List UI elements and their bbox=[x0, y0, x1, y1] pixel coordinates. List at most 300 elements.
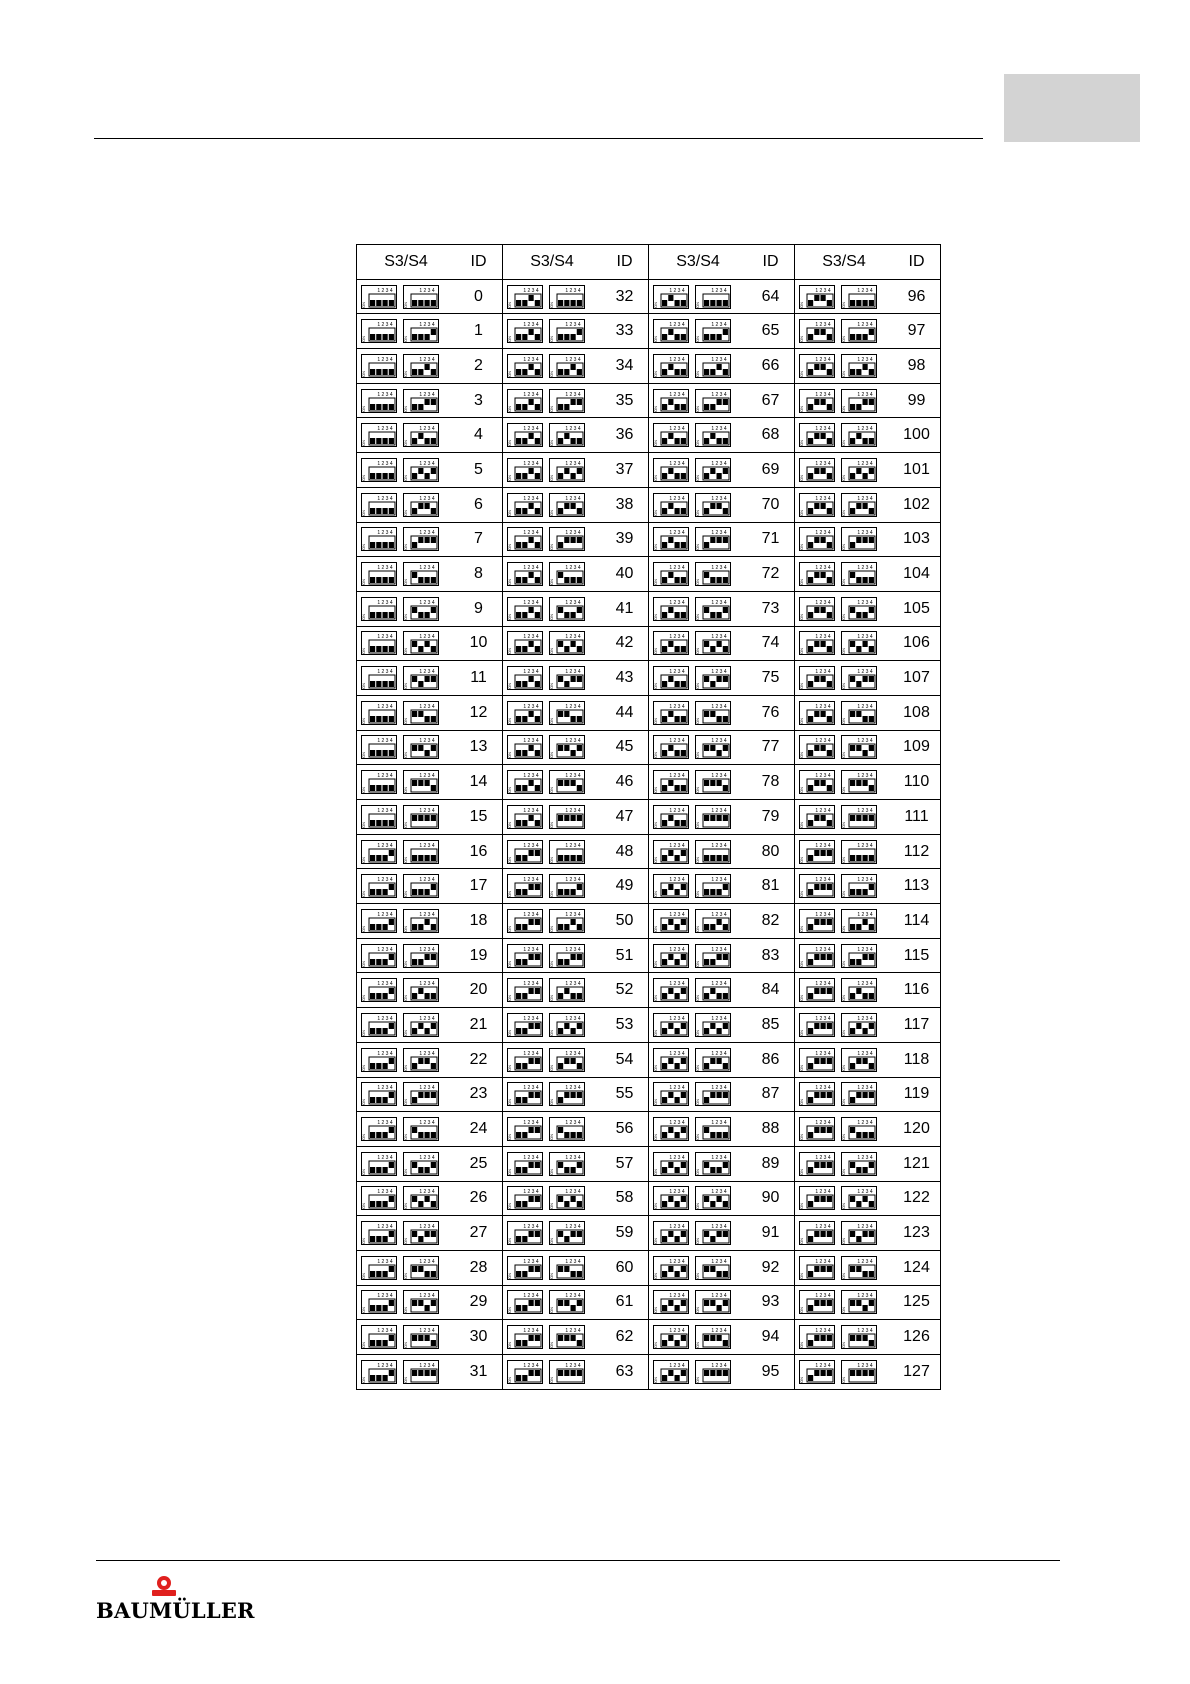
svg-text:1 2 3 4: 1 2 3 4 bbox=[815, 1120, 831, 1127]
svg-text:1 2 3 4: 1 2 3 4 bbox=[857, 1258, 873, 1265]
table-row bbox=[357, 487, 941, 522]
svg-text:ON: ON bbox=[841, 925, 846, 932]
svg-text:1 2 3 4: 1 2 3 4 bbox=[565, 911, 581, 918]
dip-switch-cell bbox=[357, 834, 456, 869]
svg-text:1 2 3 4: 1 2 3 4 bbox=[419, 738, 435, 745]
svg-text:ON: ON bbox=[799, 1272, 804, 1279]
svg-text:1 2 3 4: 1 2 3 4 bbox=[377, 1328, 393, 1335]
dip-switch-s4-icon bbox=[841, 1325, 877, 1349]
svg-text:1 2 3 4: 1 2 3 4 bbox=[565, 1015, 581, 1022]
svg-text:1 2 3 4: 1 2 3 4 bbox=[565, 669, 581, 676]
svg-text:ON: ON bbox=[841, 1029, 846, 1036]
dip-switch-cell bbox=[649, 591, 748, 626]
dip-switch-s3-icon bbox=[507, 666, 543, 690]
svg-text:ON: ON bbox=[695, 336, 700, 343]
dip-switch-s4-icon bbox=[403, 1013, 439, 1037]
svg-text:1 2 3 4: 1 2 3 4 bbox=[419, 1328, 435, 1335]
dip-switch-s4-icon bbox=[549, 319, 585, 343]
svg-text:ON: ON bbox=[695, 1203, 700, 1210]
svg-text:1 2 3 4: 1 2 3 4 bbox=[857, 634, 873, 641]
dip-switch-cell bbox=[357, 661, 456, 696]
dip-switch-s3-icon bbox=[799, 1256, 835, 1280]
id-value: 50 bbox=[601, 904, 649, 939]
table-row bbox=[357, 591, 941, 626]
svg-text:1 2 3 4: 1 2 3 4 bbox=[523, 1189, 539, 1196]
id-value: 43 bbox=[601, 661, 649, 696]
dip-switch-s4-icon bbox=[695, 597, 731, 621]
svg-text:1 2 3 4: 1 2 3 4 bbox=[565, 287, 581, 294]
dip-switch-s4-icon bbox=[841, 944, 877, 968]
dip-switch-s3-icon bbox=[507, 1360, 543, 1384]
svg-text:ON: ON bbox=[361, 613, 366, 620]
id-value: 105 bbox=[893, 591, 941, 626]
svg-text:ON: ON bbox=[799, 752, 804, 759]
svg-text:1 2 3 4: 1 2 3 4 bbox=[669, 911, 685, 918]
svg-text:ON: ON bbox=[653, 1376, 658, 1383]
dip-switch-cell bbox=[357, 1320, 456, 1355]
dip-switch-cell bbox=[795, 1181, 894, 1216]
dip-switch-s4-icon bbox=[549, 1186, 585, 1210]
id-value: 99 bbox=[893, 383, 941, 418]
svg-text:ON: ON bbox=[799, 613, 804, 620]
svg-text:ON: ON bbox=[361, 960, 366, 967]
id-value: 2 bbox=[455, 349, 503, 384]
svg-text:ON: ON bbox=[507, 544, 512, 551]
svg-text:1 2 3 4: 1 2 3 4 bbox=[523, 287, 539, 294]
dip-switch-s3-icon bbox=[507, 909, 543, 933]
svg-text:ON: ON bbox=[841, 1272, 846, 1279]
svg-text:ON: ON bbox=[549, 579, 554, 586]
svg-text:ON: ON bbox=[695, 370, 700, 377]
dip-switch-s3-icon bbox=[653, 770, 689, 794]
dip-switch-s4-icon bbox=[695, 527, 731, 551]
svg-text:1 2 3 4: 1 2 3 4 bbox=[857, 599, 873, 606]
svg-text:ON: ON bbox=[361, 509, 366, 516]
id-value: 19 bbox=[455, 938, 503, 973]
dip-switch-s3-icon bbox=[507, 1048, 543, 1072]
dip-switch-s4-icon bbox=[695, 1186, 731, 1210]
id-value: 31 bbox=[455, 1355, 503, 1390]
svg-text:ON: ON bbox=[799, 1168, 804, 1175]
svg-text:ON: ON bbox=[841, 336, 846, 343]
id-value: 127 bbox=[893, 1355, 941, 1390]
table-row bbox=[357, 557, 941, 592]
dip-switch-s3-icon bbox=[507, 944, 543, 968]
dip-switch-cell bbox=[649, 418, 748, 453]
dip-switch-s4-icon bbox=[841, 1117, 877, 1141]
svg-text:ON: ON bbox=[841, 405, 846, 412]
svg-text:1 2 3 4: 1 2 3 4 bbox=[419, 911, 435, 918]
svg-text:ON: ON bbox=[361, 683, 366, 690]
dip-switch-s3-icon bbox=[361, 1325, 397, 1349]
svg-text:ON: ON bbox=[799, 856, 804, 863]
dip-switch-cell bbox=[503, 383, 602, 418]
svg-text:ON: ON bbox=[361, 925, 366, 932]
svg-text:1 2 3 4: 1 2 3 4 bbox=[711, 877, 727, 884]
id-value: 21 bbox=[455, 1008, 503, 1043]
dip-switch-s4-icon bbox=[695, 493, 731, 517]
dip-switch-cell bbox=[357, 383, 456, 418]
dip-switch-s4-icon bbox=[841, 840, 877, 864]
id-value: 18 bbox=[455, 904, 503, 939]
svg-text:1 2 3 4: 1 2 3 4 bbox=[711, 634, 727, 641]
dip-switch-s4-icon bbox=[841, 701, 877, 725]
svg-text:ON: ON bbox=[799, 1064, 804, 1071]
svg-text:1 2 3 4: 1 2 3 4 bbox=[565, 322, 581, 329]
svg-text:1 2 3 4: 1 2 3 4 bbox=[711, 1120, 727, 1127]
svg-text:ON: ON bbox=[799, 683, 804, 690]
svg-text:ON: ON bbox=[549, 995, 554, 1002]
id-value: 1 bbox=[455, 314, 503, 349]
svg-text:1 2 3 4: 1 2 3 4 bbox=[815, 634, 831, 641]
svg-text:ON: ON bbox=[653, 717, 658, 724]
dip-switch-cell bbox=[795, 1146, 894, 1181]
svg-text:ON: ON bbox=[653, 1342, 658, 1349]
dip-switch-s3-icon bbox=[653, 1013, 689, 1037]
svg-text:1 2 3 4: 1 2 3 4 bbox=[711, 911, 727, 918]
svg-text:1 2 3 4: 1 2 3 4 bbox=[419, 981, 435, 988]
svg-text:ON: ON bbox=[653, 579, 658, 586]
dip-switch-s3-icon bbox=[799, 944, 835, 968]
id-value: 35 bbox=[601, 383, 649, 418]
dip-switch-s3-icon bbox=[361, 319, 397, 343]
dip-switch-cell bbox=[503, 1146, 602, 1181]
svg-text:1 2 3 4: 1 2 3 4 bbox=[815, 773, 831, 780]
svg-text:1 2 3 4: 1 2 3 4 bbox=[711, 495, 727, 502]
svg-text:ON: ON bbox=[695, 1099, 700, 1106]
svg-text:1 2 3 4: 1 2 3 4 bbox=[669, 1189, 685, 1196]
svg-text:ON: ON bbox=[695, 1134, 700, 1141]
table-row bbox=[357, 1355, 941, 1390]
dip-switch-s4-icon bbox=[841, 735, 877, 759]
svg-text:ON: ON bbox=[507, 1168, 512, 1175]
dip-switch-s3-icon bbox=[653, 1290, 689, 1314]
dip-switch-s4-icon bbox=[403, 701, 439, 725]
svg-text:ON: ON bbox=[361, 544, 366, 551]
dip-switch-s4-icon bbox=[841, 319, 877, 343]
svg-text:ON: ON bbox=[799, 405, 804, 412]
svg-text:ON: ON bbox=[507, 613, 512, 620]
dip-switch-s4-icon bbox=[841, 1360, 877, 1384]
dip-switch-s3-icon bbox=[799, 1117, 835, 1141]
header-switch: S3/S4 bbox=[357, 245, 456, 280]
svg-text:ON: ON bbox=[653, 925, 658, 932]
id-value: 49 bbox=[601, 869, 649, 904]
dip-switch-s3-icon bbox=[653, 597, 689, 621]
svg-text:1 2 3 4: 1 2 3 4 bbox=[669, 1015, 685, 1022]
svg-text:1 2 3 4: 1 2 3 4 bbox=[419, 946, 435, 953]
dip-switch-cell bbox=[795, 1320, 894, 1355]
svg-text:ON: ON bbox=[403, 1064, 408, 1071]
dip-switch-cell bbox=[503, 453, 602, 488]
id-value: 46 bbox=[601, 765, 649, 800]
dip-switch-s4-icon bbox=[549, 701, 585, 725]
svg-text:1 2 3 4: 1 2 3 4 bbox=[565, 495, 581, 502]
id-value: 112 bbox=[893, 834, 941, 869]
svg-text:1 2 3 4: 1 2 3 4 bbox=[565, 391, 581, 398]
dip-switch-s3-icon bbox=[507, 805, 543, 829]
id-value: 97 bbox=[893, 314, 941, 349]
dip-switch-s4-icon bbox=[841, 493, 877, 517]
dip-switch-s4-icon bbox=[403, 978, 439, 1002]
svg-text:1 2 3 4: 1 2 3 4 bbox=[377, 495, 393, 502]
svg-text:1 2 3 4: 1 2 3 4 bbox=[711, 356, 727, 363]
table-row bbox=[357, 973, 941, 1008]
svg-text:1 2 3 4: 1 2 3 4 bbox=[857, 287, 873, 294]
dip-switch-s4-icon bbox=[403, 389, 439, 413]
svg-text:1 2 3 4: 1 2 3 4 bbox=[815, 1154, 831, 1161]
svg-text:ON: ON bbox=[841, 752, 846, 759]
dip-switch-cell bbox=[503, 1077, 602, 1112]
svg-text:1 2 3 4: 1 2 3 4 bbox=[419, 634, 435, 641]
dip-switch-s3-icon bbox=[799, 1013, 835, 1037]
dip-switch-s3-icon bbox=[653, 527, 689, 551]
svg-text:ON: ON bbox=[841, 1134, 846, 1141]
svg-text:ON: ON bbox=[549, 1203, 554, 1210]
svg-text:1 2 3 4: 1 2 3 4 bbox=[857, 807, 873, 814]
dip-switch-s3-icon bbox=[507, 1117, 543, 1141]
id-value: 30 bbox=[455, 1320, 503, 1355]
dip-switch-s4-icon bbox=[549, 423, 585, 447]
dip-switch-cell bbox=[503, 1320, 602, 1355]
dip-switch-s4-icon bbox=[549, 1290, 585, 1314]
dip-switch-s4-icon bbox=[549, 631, 585, 655]
svg-text:1 2 3 4: 1 2 3 4 bbox=[815, 530, 831, 537]
svg-text:1 2 3 4: 1 2 3 4 bbox=[565, 1154, 581, 1161]
svg-text:ON: ON bbox=[653, 1203, 658, 1210]
logo-emblem-icon bbox=[150, 1574, 178, 1600]
dip-switch-s4-icon bbox=[695, 354, 731, 378]
svg-text:ON: ON bbox=[695, 301, 700, 308]
dip-switch-s3-icon bbox=[653, 458, 689, 482]
dip-switch-s3-icon bbox=[799, 840, 835, 864]
svg-text:ON: ON bbox=[653, 1134, 658, 1141]
id-value: 55 bbox=[601, 1077, 649, 1112]
id-value: 20 bbox=[455, 973, 503, 1008]
svg-text:ON: ON bbox=[507, 717, 512, 724]
svg-text:1 2 3 4: 1 2 3 4 bbox=[523, 1120, 539, 1127]
svg-text:1 2 3 4: 1 2 3 4 bbox=[669, 807, 685, 814]
dip-switch-s4-icon bbox=[549, 493, 585, 517]
svg-text:1 2 3 4: 1 2 3 4 bbox=[815, 322, 831, 329]
table-row bbox=[357, 661, 941, 696]
dip-switch-cell bbox=[357, 1112, 456, 1147]
dip-switch-cell bbox=[357, 453, 456, 488]
dip-switch-s4-icon bbox=[695, 770, 731, 794]
dip-switch-s4-icon bbox=[841, 1152, 877, 1176]
dip-switch-cell bbox=[795, 834, 894, 869]
id-value: 38 bbox=[601, 487, 649, 522]
dip-switch-s3-icon bbox=[507, 735, 543, 759]
dip-switch-s4-icon bbox=[403, 319, 439, 343]
dip-switch-s4-icon bbox=[549, 1256, 585, 1280]
dip-switch-s4-icon bbox=[695, 666, 731, 690]
svg-text:1 2 3 4: 1 2 3 4 bbox=[815, 599, 831, 606]
svg-text:1 2 3 4: 1 2 3 4 bbox=[523, 495, 539, 502]
dip-switch-cell bbox=[795, 1077, 894, 1112]
dip-switch-s3-icon bbox=[361, 1013, 397, 1037]
dip-switch-s4-icon bbox=[549, 354, 585, 378]
svg-text:ON: ON bbox=[841, 544, 846, 551]
table-row bbox=[357, 904, 941, 939]
svg-text:1 2 3 4: 1 2 3 4 bbox=[377, 426, 393, 433]
svg-text:ON: ON bbox=[653, 1064, 658, 1071]
id-value: 94 bbox=[747, 1320, 795, 1355]
table-header-row bbox=[357, 245, 941, 280]
id-value: 70 bbox=[747, 487, 795, 522]
svg-text:1 2 3 4: 1 2 3 4 bbox=[669, 1224, 685, 1231]
dip-switch-s4-icon bbox=[403, 1221, 439, 1245]
svg-text:1 2 3 4: 1 2 3 4 bbox=[419, 322, 435, 329]
dip-switch-s4-icon bbox=[403, 805, 439, 829]
svg-text:ON: ON bbox=[695, 856, 700, 863]
svg-text:1 2 3 4: 1 2 3 4 bbox=[711, 738, 727, 745]
dip-switch-s3-icon bbox=[653, 562, 689, 586]
dip-switch-s3-icon bbox=[653, 805, 689, 829]
svg-text:ON: ON bbox=[549, 613, 554, 620]
dip-switch-s3-icon bbox=[507, 285, 543, 309]
svg-text:ON: ON bbox=[403, 1203, 408, 1210]
dip-switch-cell bbox=[503, 418, 602, 453]
svg-text:ON: ON bbox=[841, 1099, 846, 1106]
dip-switch-s4-icon bbox=[403, 354, 439, 378]
svg-text:ON: ON bbox=[841, 717, 846, 724]
table-row bbox=[357, 522, 941, 557]
dip-switch-s3-icon bbox=[653, 874, 689, 898]
dip-switch-s4-icon bbox=[403, 493, 439, 517]
svg-text:ON: ON bbox=[403, 1307, 408, 1314]
svg-text:1 2 3 4: 1 2 3 4 bbox=[523, 911, 539, 918]
id-value: 25 bbox=[455, 1146, 503, 1181]
svg-text:ON: ON bbox=[549, 1307, 554, 1314]
svg-text:1 2 3 4: 1 2 3 4 bbox=[669, 356, 685, 363]
dip-switch-s4-icon bbox=[549, 458, 585, 482]
svg-text:1 2 3 4: 1 2 3 4 bbox=[857, 946, 873, 953]
dip-switch-s4-icon bbox=[695, 701, 731, 725]
id-value: 111 bbox=[893, 800, 941, 835]
dip-switch-s4-icon bbox=[403, 1152, 439, 1176]
svg-text:1 2 3 4: 1 2 3 4 bbox=[815, 911, 831, 918]
svg-text:1 2 3 4: 1 2 3 4 bbox=[669, 842, 685, 849]
svg-text:ON: ON bbox=[403, 717, 408, 724]
dip-switch-s4-icon bbox=[549, 1082, 585, 1106]
dip-switch-s3-icon bbox=[799, 1290, 835, 1314]
svg-text:1 2 3 4: 1 2 3 4 bbox=[565, 1085, 581, 1092]
svg-text:ON: ON bbox=[507, 925, 512, 932]
dip-switch-s4-icon bbox=[695, 1117, 731, 1141]
id-value: 106 bbox=[893, 626, 941, 661]
svg-text:1 2 3 4: 1 2 3 4 bbox=[377, 1362, 393, 1369]
id-value: 78 bbox=[747, 765, 795, 800]
svg-text:1 2 3 4: 1 2 3 4 bbox=[377, 460, 393, 467]
dip-switch-cell bbox=[357, 904, 456, 939]
dip-switch-cell bbox=[795, 626, 894, 661]
dip-switch-s3-icon bbox=[799, 1048, 835, 1072]
svg-text:ON: ON bbox=[841, 509, 846, 516]
dip-switch-cell bbox=[649, 1320, 748, 1355]
svg-text:ON: ON bbox=[695, 1307, 700, 1314]
table-row bbox=[357, 1042, 941, 1077]
id-value: 54 bbox=[601, 1042, 649, 1077]
dip-switch-s4-icon bbox=[403, 1082, 439, 1106]
svg-text:ON: ON bbox=[403, 648, 408, 655]
dip-switch-cell bbox=[649, 314, 748, 349]
id-value: 63 bbox=[601, 1355, 649, 1390]
svg-text:ON: ON bbox=[841, 474, 846, 481]
svg-text:ON: ON bbox=[549, 925, 554, 932]
svg-text:ON: ON bbox=[799, 960, 804, 967]
dip-switch-s4-icon bbox=[695, 805, 731, 829]
svg-text:ON: ON bbox=[507, 821, 512, 828]
dip-switch-s4-icon bbox=[549, 1048, 585, 1072]
dip-switch-s3-icon bbox=[361, 423, 397, 447]
svg-text:1 2 3 4: 1 2 3 4 bbox=[565, 877, 581, 884]
svg-text:1 2 3 4: 1 2 3 4 bbox=[523, 842, 539, 849]
dip-switch-s3-icon bbox=[361, 527, 397, 551]
dip-switch-cell bbox=[649, 1008, 748, 1043]
svg-text:ON: ON bbox=[841, 1238, 846, 1245]
dip-switch-s3-icon bbox=[507, 493, 543, 517]
svg-text:ON: ON bbox=[653, 613, 658, 620]
svg-text:1 2 3 4: 1 2 3 4 bbox=[711, 1085, 727, 1092]
dip-switch-s3-icon bbox=[799, 597, 835, 621]
svg-text:ON: ON bbox=[403, 474, 408, 481]
dip-switch-s4-icon bbox=[695, 319, 731, 343]
svg-text:1 2 3 4: 1 2 3 4 bbox=[711, 946, 727, 953]
dip-switch-s3-icon bbox=[799, 354, 835, 378]
dip-switch-cell bbox=[795, 1355, 894, 1390]
svg-text:ON: ON bbox=[403, 752, 408, 759]
dip-switch-cell bbox=[649, 800, 748, 835]
dip-switch-s3-icon bbox=[361, 1152, 397, 1176]
svg-text:1 2 3 4: 1 2 3 4 bbox=[565, 1362, 581, 1369]
svg-text:ON: ON bbox=[841, 995, 846, 1002]
svg-text:ON: ON bbox=[695, 891, 700, 898]
svg-text:ON: ON bbox=[361, 752, 366, 759]
svg-text:ON: ON bbox=[403, 1134, 408, 1141]
svg-text:1 2 3 4: 1 2 3 4 bbox=[669, 495, 685, 502]
svg-text:ON: ON bbox=[507, 856, 512, 863]
dip-switch-s3-icon bbox=[361, 1048, 397, 1072]
svg-text:1 2 3 4: 1 2 3 4 bbox=[419, 877, 435, 884]
dip-switch-s3-icon bbox=[653, 978, 689, 1002]
svg-text:ON: ON bbox=[361, 301, 366, 308]
svg-text:ON: ON bbox=[507, 405, 512, 412]
svg-text:1 2 3 4: 1 2 3 4 bbox=[565, 807, 581, 814]
dip-switch-cell bbox=[649, 904, 748, 939]
table-row bbox=[357, 314, 941, 349]
svg-text:ON: ON bbox=[653, 509, 658, 516]
dip-switch-cell bbox=[649, 1216, 748, 1251]
svg-text:ON: ON bbox=[841, 1168, 846, 1175]
dip-switch-s3-icon bbox=[361, 805, 397, 829]
svg-text:ON: ON bbox=[403, 891, 408, 898]
svg-text:1 2 3 4: 1 2 3 4 bbox=[377, 738, 393, 745]
dip-switch-s3-icon bbox=[653, 423, 689, 447]
svg-text:ON: ON bbox=[695, 1238, 700, 1245]
svg-text:ON: ON bbox=[507, 1064, 512, 1071]
chapter-tab bbox=[1004, 74, 1140, 142]
svg-text:1 2 3 4: 1 2 3 4 bbox=[711, 1015, 727, 1022]
dip-switch-s3-icon bbox=[653, 1186, 689, 1210]
dip-switch-cell bbox=[503, 869, 602, 904]
dip-switch-cell bbox=[503, 557, 602, 592]
dip-switch-cell bbox=[357, 1042, 456, 1077]
svg-text:1 2 3 4: 1 2 3 4 bbox=[419, 669, 435, 676]
table-row bbox=[357, 1250, 941, 1285]
id-value: 77 bbox=[747, 730, 795, 765]
svg-text:1 2 3 4: 1 2 3 4 bbox=[377, 911, 393, 918]
